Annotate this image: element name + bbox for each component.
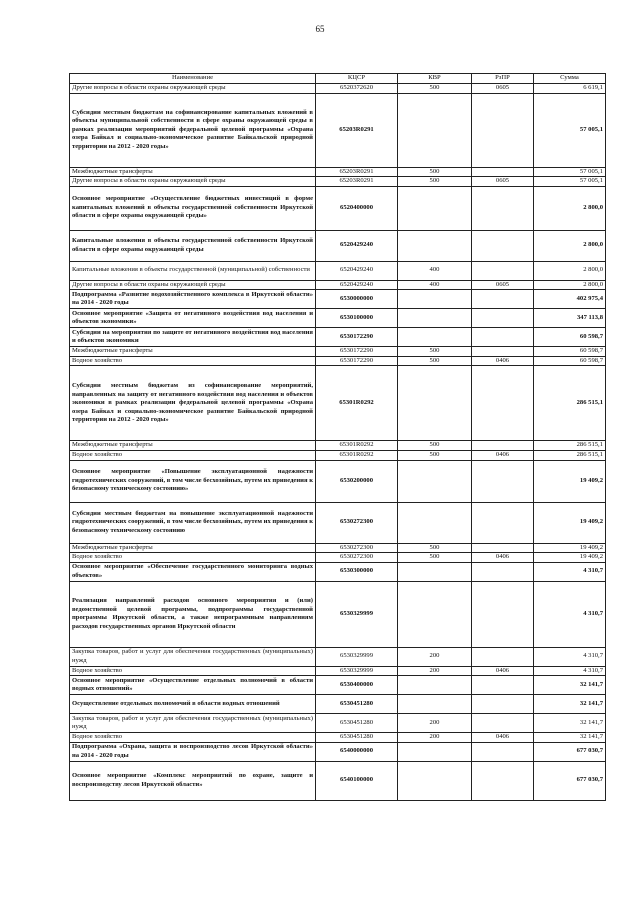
- row-sum: 60 598,7: [534, 328, 606, 347]
- row-kcsr: 65301R0292: [316, 366, 398, 441]
- row-rzpr: [472, 230, 534, 261]
- row-kcsr: 65301R0292: [316, 441, 398, 451]
- row-name: Закупка товаров, работ и услуг для обеспечения государственных (муниципальных) нужд: [70, 714, 316, 733]
- table-row: [70, 733, 606, 743]
- table-body: [70, 84, 606, 801]
- row-name: Межбюджетные трансферты: [70, 347, 316, 357]
- table-row: [70, 84, 606, 94]
- row-rzpr: [472, 714, 534, 733]
- row-kcsr: 6520372620: [316, 84, 398, 94]
- row-name: Осуществление отдельных полномочий в области водных отношений: [70, 695, 316, 714]
- row-name: Закупка товаров, работ и услуг для обеспечения государственных (муниципальных) нужд: [70, 647, 316, 666]
- row-sum: 32 141,7: [534, 676, 606, 695]
- row-name: Водное хозяйство: [70, 666, 316, 676]
- row-sum: 57 005,1: [534, 93, 606, 167]
- row-kcsr: 6520429240: [316, 230, 398, 261]
- row-sum: 286 515,1: [534, 441, 606, 451]
- row-name: Другие вопросы в области охраны окружающей среды: [70, 177, 316, 187]
- row-rzpr: 0605: [472, 84, 534, 94]
- row-kvr: 400: [398, 261, 472, 280]
- row-name: Субсидии местным бюджетам из софинансирование мероприятий, направленных на защиту от негативного воздействия вод населения и объектов экономики в рамках реализации федеральной целевой программы «Охрана озера Байкал и социально-экономическое развитие Байкальской природной территории на 2012 - 2020 годы»: [70, 366, 316, 441]
- row-rzpr: [472, 328, 534, 347]
- row-kcsr: 6540100000: [316, 761, 398, 800]
- row-rzpr: [472, 186, 534, 230]
- table-row: [70, 441, 606, 451]
- table-row: [70, 543, 606, 553]
- row-kvr: 500: [398, 167, 472, 177]
- row-kcsr: 65203R0291: [316, 167, 398, 177]
- table-row: [70, 647, 606, 666]
- row-sum: 19 409,2: [534, 502, 606, 543]
- table-row: [70, 356, 606, 366]
- row-sum: 60 598,7: [534, 356, 606, 366]
- row-kcsr: 6530451280: [316, 733, 398, 743]
- row-name: Водное хозяйство: [70, 450, 316, 460]
- row-kvr: 500: [398, 347, 472, 357]
- row-rzpr: [472, 761, 534, 800]
- table-row: [70, 695, 606, 714]
- row-kvr: [398, 309, 472, 328]
- row-rzpr: 0406: [472, 356, 534, 366]
- row-kvr: 500: [398, 450, 472, 460]
- row-name: Основное мероприятие «Осуществление бюджетных инвестиций в форме капитальных вложений в объекты государственной собственности Иркутской области в сфере охраны окружающей среды»: [70, 186, 316, 230]
- row-name: Другие вопросы в области охраны окружающей среды: [70, 84, 316, 94]
- table-row: [70, 290, 606, 309]
- table-row: [70, 328, 606, 347]
- row-rzpr: [472, 581, 534, 647]
- page-number: 65: [315, 24, 325, 34]
- row-kcsr: 65203R0291: [316, 177, 398, 187]
- row-sum: 57 005,1: [534, 167, 606, 177]
- row-sum: 402 975,4: [534, 290, 606, 309]
- row-sum: 19 409,2: [534, 553, 606, 563]
- row-kvr: [398, 93, 472, 167]
- row-rzpr: 0605: [472, 177, 534, 187]
- row-name: Капитальные вложения в объекты государственной (муниципальной) собственности: [70, 261, 316, 280]
- row-rzpr: 0406: [472, 666, 534, 676]
- row-kcsr: 6530329999: [316, 647, 398, 666]
- row-kcsr: 6530451280: [316, 695, 398, 714]
- table-row: [70, 280, 606, 290]
- row-kvr: 400: [398, 280, 472, 290]
- row-sum: 4 310,7: [534, 562, 606, 581]
- row-sum: 2 800,0: [534, 230, 606, 261]
- row-kcsr: 6540000000: [316, 742, 398, 761]
- row-sum: 4 310,7: [534, 581, 606, 647]
- row-rzpr: [472, 441, 534, 451]
- row-name: Межбюджетные трансферты: [70, 543, 316, 553]
- row-kvr: [398, 230, 472, 261]
- row-rzpr: [472, 290, 534, 309]
- row-kvr: [398, 676, 472, 695]
- row-sum: 2 800,0: [534, 261, 606, 280]
- row-kcsr: 6530451280: [316, 714, 398, 733]
- row-rzpr: [472, 695, 534, 714]
- budget-table: [69, 73, 606, 801]
- row-kvr: [398, 761, 472, 800]
- row-sum: 677 030,7: [534, 761, 606, 800]
- row-rzpr: 0406: [472, 553, 534, 563]
- row-name: Основное мероприятие «Защита от негативного воздействия вод населения и объектов экономики»: [70, 309, 316, 328]
- row-rzpr: [472, 167, 534, 177]
- row-kvr: 500: [398, 84, 472, 94]
- table-row: [70, 676, 606, 695]
- row-sum: 4 310,7: [534, 666, 606, 676]
- row-kcsr: 6530272300: [316, 543, 398, 553]
- table-row: [70, 347, 606, 357]
- row-kcsr: 6530329999: [316, 666, 398, 676]
- table-header-row: [70, 74, 606, 84]
- row-name: Водное хозяйство: [70, 356, 316, 366]
- row-sum: 6 619,1: [534, 84, 606, 94]
- header-sum: Сумма: [534, 74, 606, 84]
- row-sum: 286 515,1: [534, 366, 606, 441]
- row-rzpr: 0406: [472, 733, 534, 743]
- row-name: Капитальные вложения в объекты государственной собственности Иркутской области в сфере охраны окружающей среды: [70, 230, 316, 261]
- row-rzpr: 0605: [472, 280, 534, 290]
- header-kvr: КВР: [398, 74, 472, 84]
- table-row: [70, 177, 606, 187]
- row-rzpr: [472, 261, 534, 280]
- row-kvr: [398, 742, 472, 761]
- row-kvr: 500: [398, 543, 472, 553]
- table-row: [70, 309, 606, 328]
- row-kcsr: 6530000000: [316, 290, 398, 309]
- row-kcsr: 6530200000: [316, 460, 398, 502]
- row-sum: 2 800,0: [534, 280, 606, 290]
- row-sum: 677 030,7: [534, 742, 606, 761]
- table-row: [70, 230, 606, 261]
- row-rzpr: [472, 676, 534, 695]
- row-sum: 32 141,7: [534, 733, 606, 743]
- row-rzpr: [472, 742, 534, 761]
- row-name: Водное хозяйство: [70, 553, 316, 563]
- table-row: [70, 553, 606, 563]
- table-row: [70, 186, 606, 230]
- row-kcsr: 6530400000: [316, 676, 398, 695]
- row-name: Основное мероприятие «Обеспечение государственного мониторинга водных объектов»: [70, 562, 316, 581]
- row-sum: 60 598,7: [534, 347, 606, 357]
- row-kvr: [398, 581, 472, 647]
- row-rzpr: 0406: [472, 450, 534, 460]
- row-kcsr: 6520429240: [316, 280, 398, 290]
- row-kcsr: 6530172290: [316, 328, 398, 347]
- row-sum: 57 005,1: [534, 177, 606, 187]
- row-kcsr: 6530100000: [316, 309, 398, 328]
- row-name: Межбюджетные трансферты: [70, 167, 316, 177]
- row-kvr: 200: [398, 666, 472, 676]
- row-sum: 4 310,7: [534, 647, 606, 666]
- header-rzpr: РзПР: [472, 74, 534, 84]
- row-kcsr: 6520429240: [316, 261, 398, 280]
- row-rzpr: [472, 460, 534, 502]
- row-name: Межбюджетные трансферты: [70, 441, 316, 451]
- row-kcsr: 6530272300: [316, 502, 398, 543]
- row-rzpr: [472, 562, 534, 581]
- row-name: Реализация направлений расходов основного мероприятия и (или) ведомственной целевой программы, подпрограммы государственной программы Иркутской области, а также непрограммным направлениям расходов государственных органов Иркутской области: [70, 581, 316, 647]
- row-kcsr: 6530172290: [316, 356, 398, 366]
- row-rzpr: [472, 366, 534, 441]
- row-name: Субсидии местным бюджетам на повышение эксплуатационной надежности гидротехнических сооружений, в том числе бесхозяйных, путем их приведения к безопасному техническому состоянию: [70, 502, 316, 543]
- row-kcsr: 6530300000: [316, 562, 398, 581]
- row-rzpr: [472, 543, 534, 553]
- row-rzpr: [472, 347, 534, 357]
- row-kvr: 500: [398, 553, 472, 563]
- row-kvr: 200: [398, 733, 472, 743]
- row-sum: 19 409,2: [534, 543, 606, 553]
- row-kvr: 500: [398, 177, 472, 187]
- table-row: [70, 502, 606, 543]
- row-name: Основное мероприятие «Осуществление отдельных полномочий в области водных отношений»: [70, 676, 316, 695]
- table-row: [70, 93, 606, 167]
- table-row: [70, 666, 606, 676]
- row-sum: 286 515,1: [534, 450, 606, 460]
- row-name: Водное хозяйство: [70, 733, 316, 743]
- row-kvr: [398, 290, 472, 309]
- table-row: [70, 261, 606, 280]
- row-kvr: [398, 562, 472, 581]
- row-sum: 19 409,2: [534, 460, 606, 502]
- row-name: Подпрограмма «Развитие водохозяйственного комплекса в Иркутской области» на 2014 - 2020 годы: [70, 290, 316, 309]
- row-kvr: 500: [398, 356, 472, 366]
- row-kcsr: 65301R0292: [316, 450, 398, 460]
- row-name: Другие вопросы в области охраны окружающей среды: [70, 280, 316, 290]
- row-kvr: 200: [398, 647, 472, 666]
- table-row: [70, 581, 606, 647]
- table-row: [70, 761, 606, 800]
- row-name: Основное мероприятие «Повышение эксплуатационной надежности гидротехнических сооружений, в том числе бесхозяйных, путем их приведения к безопасному техническому состоянию»: [70, 460, 316, 502]
- row-rzpr: [472, 502, 534, 543]
- row-sum: 2 800,0: [534, 186, 606, 230]
- row-kvr: [398, 695, 472, 714]
- table-row: [70, 460, 606, 502]
- row-name: Субсидии на мероприятия по защите от негативного воздействия вод населения и объектов экономики: [70, 328, 316, 347]
- row-sum: 32 141,7: [534, 695, 606, 714]
- row-kvr: [398, 460, 472, 502]
- row-name: Субсидии местным бюджетам на софинансирование капитальных вложений в объекты муниципальной собственности в сфере охраны окружающей среды в рамках реализации мероприятий федеральной целевой программы «Охрана озера Байкал и социально-экономическое развитие Байкальской природной территории на 2012 - 2020 годы»: [70, 93, 316, 167]
- table-row: [70, 714, 606, 733]
- header-kcsr: КЦСР: [316, 74, 398, 84]
- row-kvr: [398, 366, 472, 441]
- row-kcsr: 65203R0291: [316, 93, 398, 167]
- row-kvr: 500: [398, 441, 472, 451]
- table-row: [70, 366, 606, 441]
- row-kvr: [398, 328, 472, 347]
- row-kcsr: 6520400000: [316, 186, 398, 230]
- row-kvr: 200: [398, 714, 472, 733]
- row-rzpr: [472, 309, 534, 328]
- table-row: [70, 167, 606, 177]
- row-kvr: [398, 186, 472, 230]
- row-name: Подпрограмма «Охрана, защита и воспроизводство лесов Иркутской области» на 2014 - 2020 годы: [70, 742, 316, 761]
- row-kcsr: 6530329999: [316, 581, 398, 647]
- row-rzpr: [472, 647, 534, 666]
- row-kcsr: 6530172290: [316, 347, 398, 357]
- row-kvr: [398, 502, 472, 543]
- row-sum: 347 113,8: [534, 309, 606, 328]
- header-name: Наименование: [70, 74, 316, 84]
- table-row: [70, 742, 606, 761]
- row-sum: 32 141,7: [534, 714, 606, 733]
- row-kcsr: 6530272300: [316, 553, 398, 563]
- row-name: Основное мероприятие «Комплекс мероприятий по охране, защите и воспроизводству лесов Иркутской области»: [70, 761, 316, 800]
- table-row: [70, 562, 606, 581]
- row-rzpr: [472, 93, 534, 167]
- table-row: [70, 450, 606, 460]
